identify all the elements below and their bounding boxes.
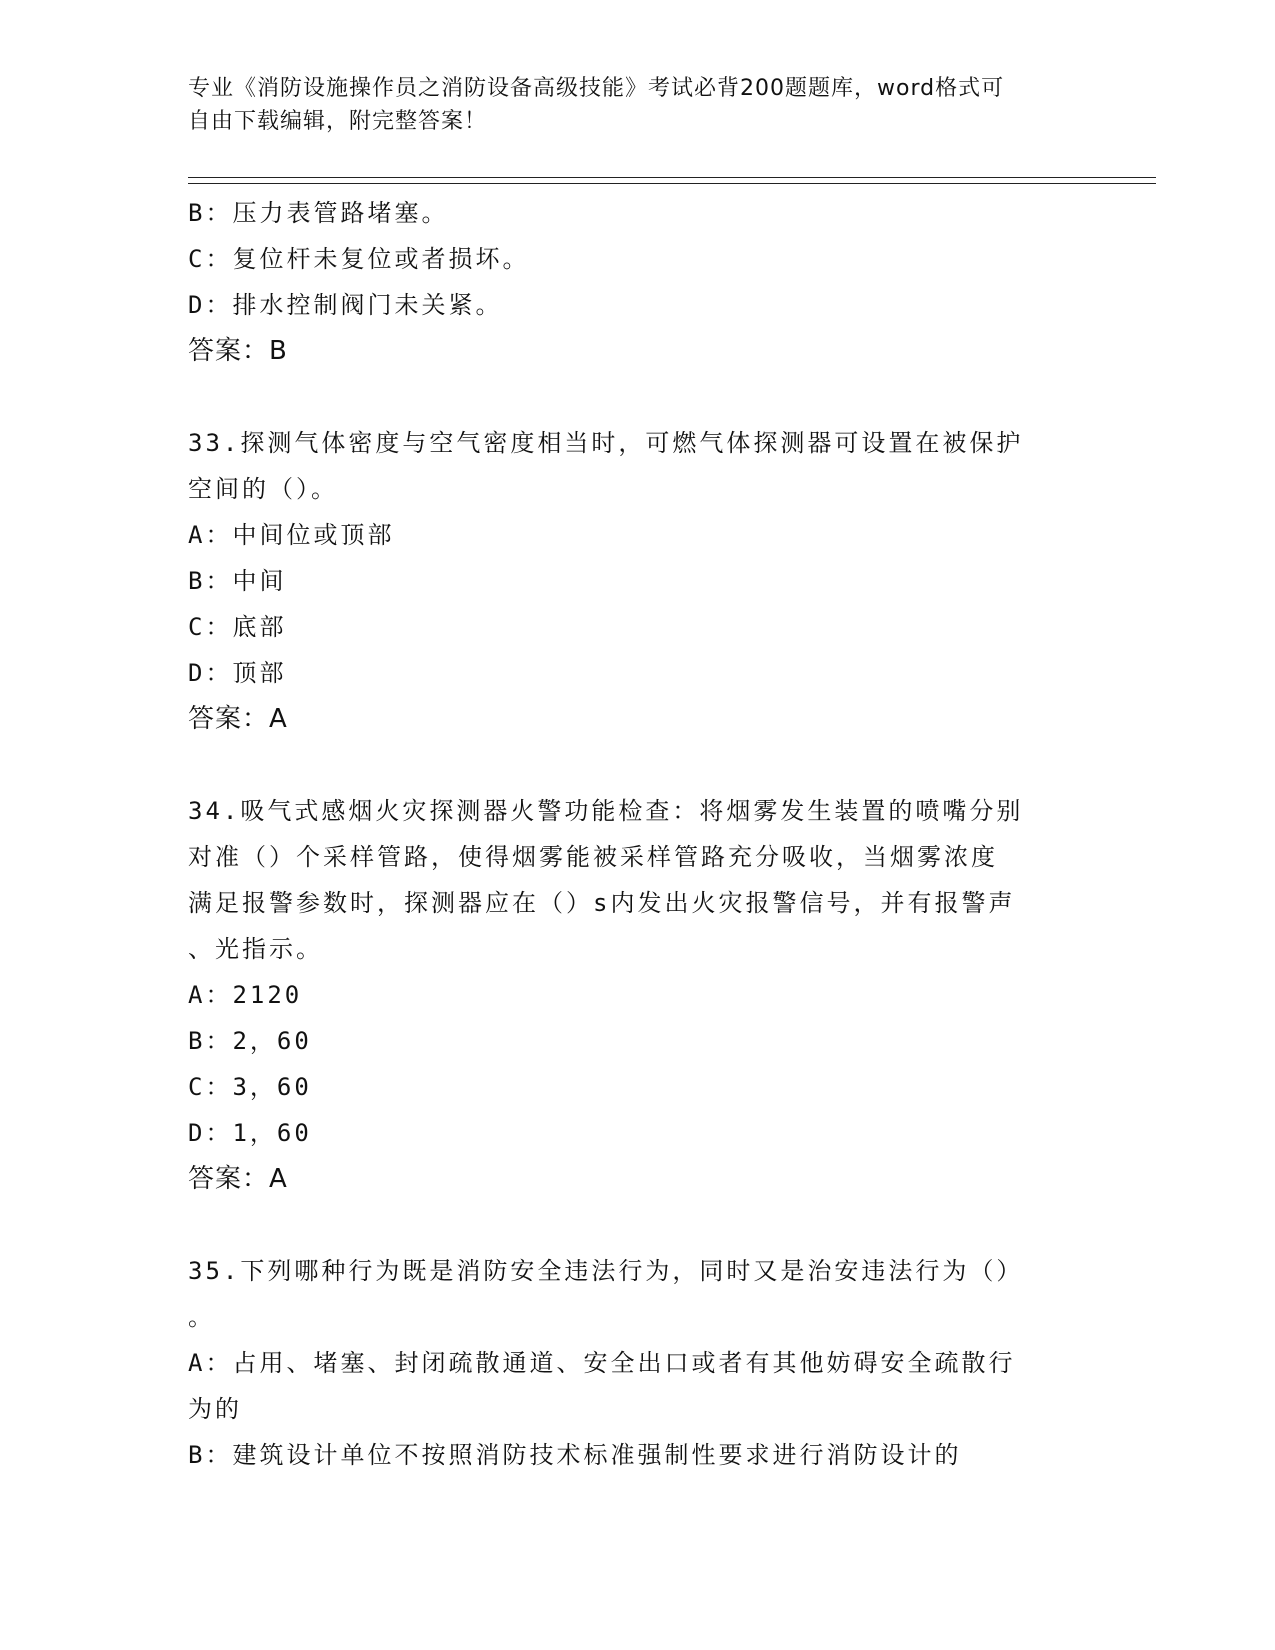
- q34-option-a: A：2120: [188, 981, 303, 1009]
- document-header: [188, 72, 1078, 138]
- question-32-tail: [188, 190, 1078, 374]
- q33-option-b: B：中间: [188, 567, 287, 595]
- q34-option-c: C：3，60: [188, 1073, 312, 1101]
- header-divider-bottom: [188, 183, 1156, 184]
- q35-option-a-line-2: 为的: [188, 1395, 242, 1423]
- q33-option-a: A：中间位或顶部: [188, 521, 395, 549]
- q34-stem-line-2: 对准（）个采样管路，使得烟雾能被采样管路充分吸收，当烟雾浓度: [188, 843, 998, 871]
- q35-option-b: B：建筑设计单位不按照消防技术标准强制性要求进行消防设计的: [188, 1441, 962, 1469]
- q33-stem-line-1: 33.探测气体密度与空气密度相当时，可燃气体探测器可设置在被保护: [188, 429, 1024, 457]
- q34-answer: 答案：A: [188, 1164, 288, 1194]
- header-divider-top: [188, 177, 1156, 178]
- header-line-1: 专业《消防设施操作员之消防设备高级技能》考试必背200题题库，word格式可: [188, 76, 1005, 101]
- q34-stem-line-4: 、光指示。: [188, 935, 323, 963]
- q34-option-b: B：2，60: [188, 1027, 312, 1055]
- q33-option-d: D：顶部: [188, 659, 287, 687]
- question-35: [188, 1248, 1078, 1478]
- q33-stem-line-2: 空间的（）。: [188, 475, 338, 503]
- header-line-2: 自由下载编辑，附完整答案！: [188, 109, 488, 134]
- question-33: [188, 420, 1078, 742]
- q32-option-c: C：复位杆未复位或者损坏。: [188, 245, 530, 273]
- q32-option-d: D：排水控制阀门未关紧。: [188, 291, 503, 319]
- q33-option-c: C：底部: [188, 613, 287, 641]
- q34-option-d: D：1，60: [188, 1119, 312, 1147]
- spacer: [188, 742, 1078, 788]
- q34-stem-line-3: 满足报警参数时，探测器应在（）s内发出火灾报警信号，并有报警声: [188, 889, 1016, 917]
- q35-stem-line-2: 。: [188, 1303, 215, 1331]
- q33-answer: 答案：A: [188, 704, 288, 734]
- spacer: [188, 374, 1078, 420]
- q35-stem-line-1: 35.下列哪种行为既是消防安全违法行为，同时又是治安违法行为（）: [188, 1257, 1024, 1285]
- document-body: [188, 190, 1078, 1478]
- q32-option-b: B：压力表管路堵塞。: [188, 199, 449, 227]
- q35-option-a-line-1: A：占用、堵塞、封闭疏散通道、安全出口或者有其他妨碍安全疏散行: [188, 1349, 1016, 1377]
- question-34: [188, 788, 1078, 1202]
- spacer: [188, 1202, 1078, 1248]
- q32-answer: 答案：B: [188, 336, 288, 366]
- q34-stem-line-1: 34.吸气式感烟火灾探测器火警功能检查：将烟雾发生装置的喷嘴分别: [188, 797, 1024, 825]
